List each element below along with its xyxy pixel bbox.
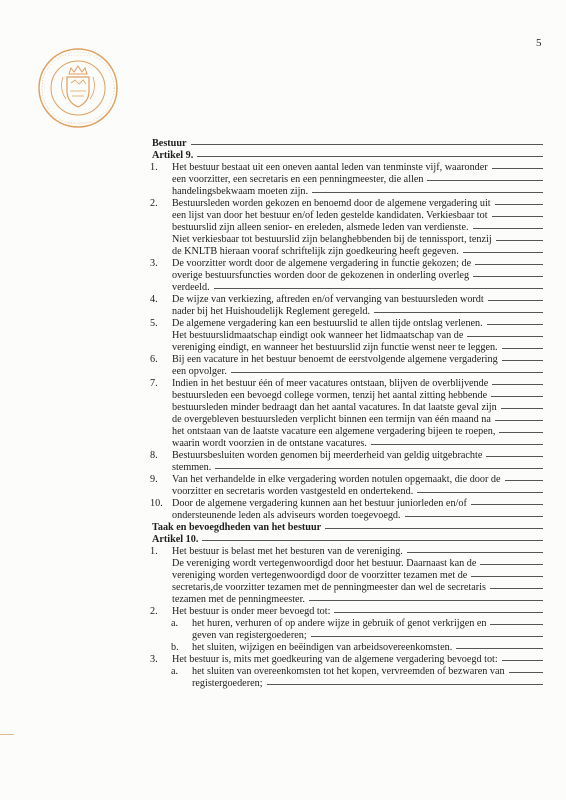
item-line-row: [172, 222, 543, 234]
item-line: de KNLTB hieraan vooraf schriftelijk zijn goedkeuring heeft gegeven.: [172, 246, 459, 257]
sub-item-letter: a.: [171, 666, 179, 677]
sub-item-line-row: [192, 678, 543, 690]
sub-item-letter: a.: [171, 618, 179, 629]
sub-item: [172, 642, 543, 654]
section-title: Taak en bevoegdheden van het bestuur: [152, 522, 322, 533]
filler-line: [487, 324, 543, 325]
filler-line: [492, 168, 543, 169]
item-text: [172, 258, 543, 294]
section-title-row: [152, 138, 543, 150]
sub-item-line-row: [192, 642, 543, 654]
item-line-row: [172, 390, 543, 402]
item-line: De voorzitter wordt door de algemene vergadering in functie gekozen; de: [172, 258, 472, 269]
item-text: [172, 474, 543, 498]
item-text: [172, 606, 543, 618]
article-item: [152, 654, 543, 690]
article-heading: [152, 150, 543, 162]
filler-line: [197, 156, 543, 157]
item-line: handelingsbekwaam moeten zijn.: [172, 186, 309, 197]
item-line: Bestuursbesluiten worden genomen bij meerderheid van geldig uitgebrachte: [172, 450, 483, 461]
item-text: [172, 198, 543, 258]
item-text: [172, 354, 543, 378]
item-line: De vereniging wordt vertegenwoordigd door het bestuur. Daarnaast kan de: [172, 558, 477, 569]
filler-line: [325, 528, 543, 529]
svg-text:· · · · · · · · ·: · · · · · · · · ·: [64, 53, 92, 59]
article-title: Artikel 10.: [152, 534, 199, 545]
article-item: [152, 498, 543, 522]
filler-line: [231, 372, 543, 373]
item-line-row: [172, 426, 543, 438]
sub-item-line-row: [192, 618, 543, 630]
item-number: 7.: [150, 378, 158, 389]
item-line: stemmen.: [172, 462, 212, 473]
article-item: [152, 606, 543, 654]
item-line: Het bestuur is onder meer bevoegd tot:: [172, 606, 331, 617]
item-number: 3.: [150, 258, 158, 269]
item-line-row: [172, 570, 543, 582]
sub-item-line: geven van registergoederen;: [192, 630, 307, 641]
article-title-row: [152, 150, 543, 162]
item-line-row: [172, 546, 543, 558]
filler-line: [312, 192, 543, 193]
filler-line: [496, 240, 543, 241]
item-line-row: [172, 594, 543, 606]
item-line-row: [172, 210, 543, 222]
item-line-row: [172, 234, 543, 246]
sub-item-line: registergoederen;: [192, 678, 263, 689]
item-text: [172, 450, 543, 474]
filler-line: [191, 144, 543, 145]
item-line-row: [172, 294, 543, 306]
item-line: waarin wordt voorzien in de ontstane vacatures.: [172, 438, 367, 449]
item-text: [172, 654, 543, 666]
item-line-row: [172, 498, 543, 510]
item-line-row: [172, 282, 543, 294]
item-line-row: [172, 474, 543, 486]
item-line: Het bestuur is, mits met goedkeuring van de algemene vergadering bevoegd tot:: [172, 654, 498, 665]
article-item: [152, 354, 543, 378]
filler-line: [471, 504, 543, 505]
item-line: Het bestuur bestaat uit een oneven aantal leden van tenminste vijf, waaronder: [172, 162, 488, 173]
filler-line: [463, 252, 543, 253]
article-item: [152, 546, 543, 606]
filler-line: [492, 384, 543, 385]
filler-line: [267, 684, 543, 685]
item-text: [172, 546, 543, 606]
item-number: 6.: [150, 354, 158, 365]
filler-line: [502, 660, 543, 661]
item-number: 3.: [150, 654, 158, 665]
item-number: 4.: [150, 294, 158, 305]
item-line-row: [172, 366, 543, 378]
sub-item-text: [192, 618, 543, 642]
margin-mark: [0, 734, 14, 735]
sub-item-line: het huren, verhuren of op andere wijze in gebruik of genot verkrijgen en: [192, 618, 487, 629]
filler-line: [334, 612, 543, 613]
item-line-row: [172, 354, 543, 366]
item-line-row: [172, 582, 543, 594]
filler-line: [502, 348, 543, 349]
filler-line: [505, 480, 543, 481]
article-title: Artikel 9.: [152, 150, 194, 161]
page-number: 5: [536, 37, 542, 49]
item-line-row: [172, 438, 543, 450]
item-line: Bestuursleden worden gekozen en benoemd door de algemene vergadering uit: [172, 198, 491, 209]
item-line: ondersteunende leden als adviseurs worden toegevoegd.: [172, 510, 401, 521]
filler-line: [371, 444, 543, 445]
item-line: De algemene vergadering kan een bestuurslid te allen tijde ontslag verlenen.: [172, 318, 483, 329]
item-text: [172, 378, 543, 450]
filler-line: [311, 636, 543, 637]
filler-line: [488, 300, 543, 301]
item-line: de overgebleven bestuursleden verplicht binnen een termijn van één maand na: [172, 414, 491, 425]
item-text: [172, 162, 543, 198]
filler-line: [499, 432, 543, 433]
filler-line: [214, 288, 543, 289]
filler-line: [405, 516, 543, 517]
item-line-row: [172, 414, 543, 426]
item-line-row: [172, 174, 543, 186]
item-line: vereniging worden vertegenwoordigd door de voorzitter tezamen met de: [172, 570, 468, 581]
item-line-row: [172, 558, 543, 570]
item-line: voorzitter en secretaris worden vastgesteld en ondertekend.: [172, 486, 414, 497]
item-number: 1.: [150, 546, 158, 557]
item-line: overige bestuursfuncties worden door de gekozenen in onderling overleg: [172, 270, 470, 281]
sub-item-line-row: [192, 666, 543, 678]
item-line-row: [172, 378, 543, 390]
item-line: bestuurslid zijn alleen senior- en ereleden, alsmede leden van verdienste.: [172, 222, 469, 233]
item-line-row: [172, 318, 543, 330]
filler-line: [480, 564, 543, 565]
section-title: Bestuur: [152, 138, 187, 149]
item-number: 9.: [150, 474, 158, 485]
item-text: [172, 498, 543, 522]
filler-line: [456, 648, 543, 649]
article-item: [152, 258, 543, 294]
item-line-row: [172, 510, 543, 522]
item-number: 1.: [150, 162, 158, 173]
item-line: een opvolger.: [172, 366, 227, 377]
article-title-row: [152, 534, 543, 546]
section-heading: [152, 522, 543, 534]
filler-line: [486, 456, 543, 457]
item-line: een voorzitter, een secretaris en een penningmeester, die allen: [172, 174, 424, 185]
article-item: [152, 294, 543, 318]
item-line-row: [172, 450, 543, 462]
sub-item-line: het sluiten van overeenkomsten tot het kopen, vervreemden of bezwaren van: [192, 666, 505, 677]
article-item: [152, 474, 543, 498]
filler-line: [501, 408, 543, 409]
item-line-row: [172, 270, 543, 282]
item-line-row: [172, 246, 543, 258]
item-line: nader bij het Huishoudelijk Reglement geregeld.: [172, 306, 371, 317]
item-number: 2.: [150, 198, 158, 209]
sub-item-text: [192, 666, 543, 690]
sub-item-letter: b.: [171, 642, 179, 653]
item-line-row: [172, 258, 543, 270]
svg-text:· · · · · · · · ·: · · · · · · · · ·: [64, 120, 92, 126]
item-line: Niet verkiesbaar tot bestuurslid zijn belanghebbenden bij de tennissport, tenzij: [172, 234, 492, 245]
article-item: [152, 318, 543, 354]
item-number: 5.: [150, 318, 158, 329]
filler-line: [475, 264, 543, 265]
sub-item-text: [192, 642, 543, 654]
item-line: De wijze van verkiezing, aftreden en/of vervanging van bestuursleden wordt: [172, 294, 484, 305]
filler-line: [491, 396, 543, 397]
filler-line: [417, 492, 543, 493]
document-body: [152, 138, 543, 690]
item-line-row: [172, 198, 543, 210]
filler-line: [490, 588, 543, 589]
item-line: tezamen met de penningmeester.: [172, 594, 305, 605]
filler-line: [490, 624, 543, 625]
filler-line: [309, 600, 543, 601]
item-line: secretaris,de voorzitter tezamen met de penningmeester dan wel de secretaris: [172, 582, 486, 593]
item-line-row: [172, 330, 543, 342]
sub-item: [172, 666, 543, 690]
item-number: 8.: [150, 450, 158, 461]
sub-item: [172, 618, 543, 642]
item-line: het ontstaan van de laatste vacature een algemene vergadering bijeen te roepen,: [172, 426, 496, 437]
section-heading: [152, 138, 543, 150]
article-heading: [152, 534, 543, 546]
item-line-row: [172, 486, 543, 498]
article-item: [152, 198, 543, 258]
item-line-row: [172, 606, 543, 618]
section-title-row: [152, 522, 543, 534]
filler-line: [492, 216, 543, 217]
item-line: bestuursleden minder bedraagt dan het aantal vacatures. In dat laatste geval zijn: [172, 402, 497, 413]
filler-line: [495, 204, 543, 205]
item-line: een lijst van door het bestuur en/of leden gestelde kandidaten. Verkiesbaar tot: [172, 210, 488, 221]
filler-line: [471, 576, 543, 577]
filler-line: [202, 540, 543, 541]
item-line-row: [172, 342, 543, 354]
sub-item-line: het sluiten, wijzigen en beëindigen van arbeidsovereenkomsten.: [192, 642, 453, 653]
item-number: 10.: [150, 498, 163, 509]
item-number: 2.: [150, 606, 158, 617]
filler-line: [502, 360, 543, 361]
item-text: [172, 294, 543, 318]
article-item: [152, 378, 543, 450]
sub-item-line-row: [192, 630, 543, 642]
item-text: [172, 318, 543, 354]
item-line: Door de algemene vergadering kunnen aan het bestuur juniorleden en/of: [172, 498, 467, 509]
filler-line: [495, 420, 543, 421]
item-line-row: [172, 654, 543, 666]
item-line: verdeeld.: [172, 282, 210, 293]
article-item: [152, 162, 543, 198]
item-line: bestuursleden een bevoegd college vormen, tenzij het aantal zitting hebbende: [172, 390, 488, 401]
item-line-row: [172, 162, 543, 174]
filler-line: [407, 552, 543, 553]
filler-line: [473, 276, 543, 277]
item-line-row: [172, 462, 543, 474]
item-line: Indien in het bestuur één of meer vacatures ontstaan, blijven de overblijvende: [172, 378, 489, 389]
filler-line: [374, 312, 543, 313]
filler-line: [509, 672, 543, 673]
item-line: Bij een vacature in het bestuur benoemt de eerstvolgende algemene vergadering: [172, 354, 498, 365]
item-line: Het bestuurslidmaatschap eindigt ook wanneer het lidmaatschap van de: [172, 330, 464, 341]
item-line: vereniging eindigt, en wanneer het bestuurslid zijn functie wenst neer te leggen.: [172, 342, 498, 353]
filler-line: [215, 468, 543, 469]
item-line: Het bestuur is belast met het besturen van de vereniging.: [172, 546, 403, 557]
item-line-row: [172, 306, 543, 318]
item-line-row: [172, 402, 543, 414]
filler-line: [427, 180, 543, 181]
item-line: Van het verhandelde in elke vergadering worden notulen opgemaakt, die door de: [172, 474, 501, 485]
filler-line: [467, 336, 543, 337]
filler-line: [473, 228, 543, 229]
item-line-row: [172, 186, 543, 198]
seal-stamp-icon: [37, 47, 119, 129]
article-item: [152, 450, 543, 474]
